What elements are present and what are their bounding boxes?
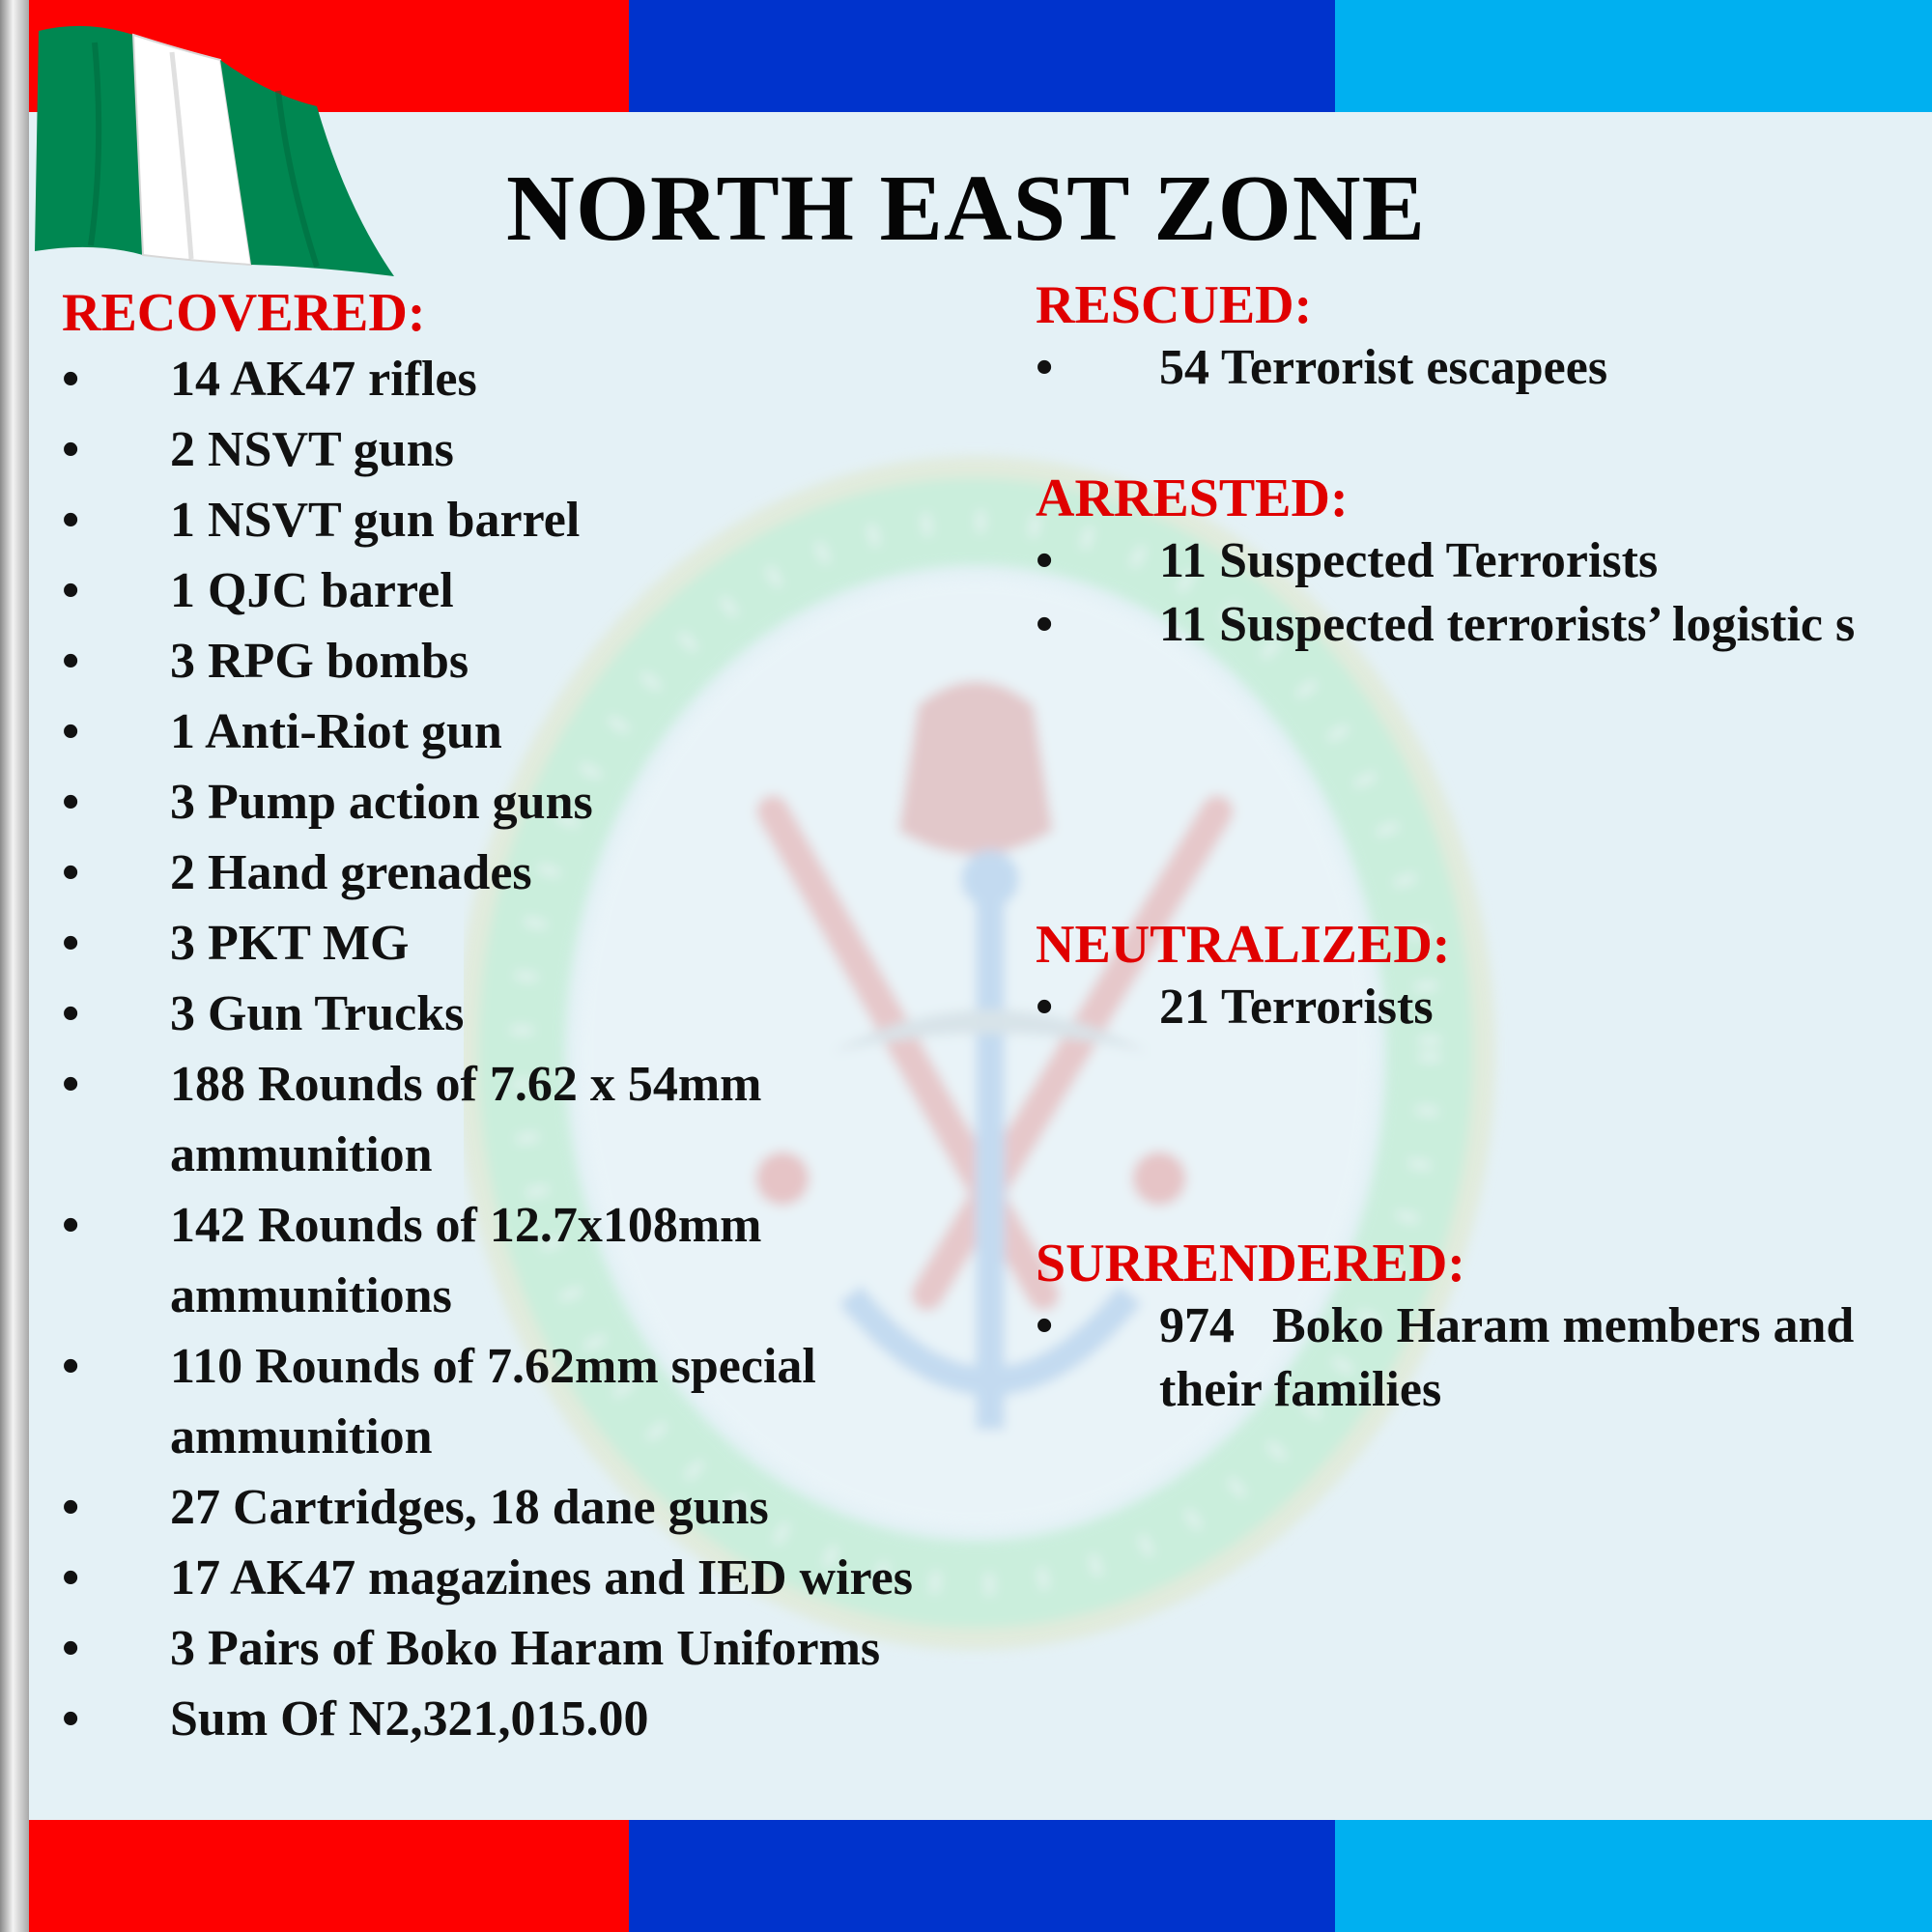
bullet-icon: • xyxy=(62,704,80,759)
bullet-icon: • xyxy=(62,563,80,618)
list-item xyxy=(62,696,989,767)
band-cyan-segment xyxy=(1335,1820,1932,1932)
bullet-icon: • xyxy=(1036,340,1054,395)
bullet-icon: • xyxy=(62,775,80,830)
bullet-icon: • xyxy=(62,1057,80,1112)
bullet-icon: • xyxy=(1036,597,1054,652)
list-item xyxy=(62,1613,989,1684)
bullet-icon: • xyxy=(62,493,80,548)
bullet-icon: • xyxy=(62,634,80,689)
rescued-heading: RESCUED: xyxy=(1036,275,1313,335)
surrendered-list xyxy=(1036,1294,1932,1422)
bullet-icon: • xyxy=(62,986,80,1041)
item-text: Sum Of N2,321,015.00 xyxy=(170,1691,649,1747)
item-text: 1 NSVT gun barrel xyxy=(170,493,581,548)
recovered-list xyxy=(62,344,989,1754)
list-item xyxy=(1036,976,1932,1039)
list-item xyxy=(62,979,989,1049)
list-item xyxy=(1036,529,1932,593)
rescued-section xyxy=(1036,274,1932,400)
bullet-icon: • xyxy=(62,916,80,971)
bullet-icon: • xyxy=(1036,980,1054,1035)
item-text: 974 Boko Haram members and their families xyxy=(1159,1298,1867,1417)
item-text: 110 Rounds of 7.62mm special ammunition xyxy=(170,1339,816,1464)
band-red-segment xyxy=(0,1820,629,1932)
list-item xyxy=(62,1331,933,1472)
item-text: 2 Hand grenades xyxy=(170,845,532,900)
item-text: 11 Suspected Terrorists xyxy=(1159,533,1659,588)
bullet-icon: • xyxy=(62,1621,80,1676)
list-item xyxy=(62,1049,885,1190)
item-text: 3 Pairs of Boko Haram Uniforms xyxy=(170,1621,881,1676)
band-blue-segment xyxy=(629,1820,1335,1932)
item-text: 3 RPG bombs xyxy=(170,634,469,689)
list-item xyxy=(62,414,989,485)
item-text: 17 AK47 magazines and IED wires xyxy=(170,1550,913,1605)
bottom-color-band xyxy=(0,1820,1932,1932)
bullet-icon: • xyxy=(62,1480,80,1535)
bullet-icon: • xyxy=(62,1198,80,1253)
neutralized-heading: NEUTRALIZED: xyxy=(1036,915,1451,975)
item-text: 188 Rounds of 7.62 x 54mm ammunition xyxy=(170,1057,762,1182)
bullet-icon: • xyxy=(62,845,80,900)
list-item xyxy=(62,908,989,979)
list-item xyxy=(62,767,989,838)
item-text: 21 Terrorists xyxy=(1159,980,1434,1035)
item-text: 3 Pump action guns xyxy=(170,775,593,830)
list-item xyxy=(62,485,989,555)
list-item xyxy=(62,344,989,414)
item-text: 1 Anti-Riot gun xyxy=(170,704,502,759)
arrested-section xyxy=(1036,468,1932,657)
bullet-icon: • xyxy=(62,1691,80,1747)
bullet-icon: • xyxy=(62,422,80,477)
recovered-section xyxy=(62,282,989,1754)
list-item xyxy=(62,1684,989,1754)
list-item xyxy=(62,1190,885,1331)
item-text: 11 Suspected terrorists’ logistic s xyxy=(1159,597,1856,652)
item-text: 14 AK47 rifles xyxy=(170,352,477,407)
surrendered-section xyxy=(1036,1233,1932,1422)
bullet-icon: • xyxy=(62,352,80,407)
item-text: 27 Cartridges, 18 dane guns xyxy=(170,1480,769,1535)
neutralized-list xyxy=(1036,976,1932,1039)
item-text: 2 NSVT guns xyxy=(170,422,454,477)
arrested-list xyxy=(1036,529,1932,657)
item-text: 3 PKT MG xyxy=(170,916,410,971)
page-title: NORTH EAST ZONE xyxy=(506,156,1426,261)
item-text: 142 Rounds of 12.7x108mm ammunitions xyxy=(170,1198,762,1323)
flag-pole xyxy=(0,0,29,1932)
arrested-heading: ARRESTED: xyxy=(1036,469,1349,528)
band-blue-segment xyxy=(629,0,1335,112)
list-item xyxy=(62,838,989,908)
recovered-heading: RECOVERED: xyxy=(62,283,426,343)
list-item xyxy=(1036,593,1932,657)
item-text: 3 Gun Trucks xyxy=(170,986,465,1041)
item-text: 54 Terrorist escapees xyxy=(1159,340,1608,395)
list-item xyxy=(62,626,989,696)
list-item xyxy=(1036,336,1932,400)
neutralized-section xyxy=(1036,914,1932,1039)
list-item xyxy=(1036,1294,1932,1422)
band-cyan-segment xyxy=(1335,0,1932,112)
list-item xyxy=(62,1472,989,1543)
bullet-icon: • xyxy=(1036,533,1054,588)
item-text: 1 QJC barrel xyxy=(170,563,454,618)
bullet-icon: • xyxy=(62,1550,80,1605)
surrendered-heading: SURRENDERED: xyxy=(1036,1234,1465,1293)
bullet-icon: • xyxy=(1036,1298,1054,1353)
list-item xyxy=(62,1543,989,1613)
rescued-list xyxy=(1036,336,1932,400)
list-item xyxy=(62,555,989,626)
bullet-icon: • xyxy=(62,1339,80,1394)
